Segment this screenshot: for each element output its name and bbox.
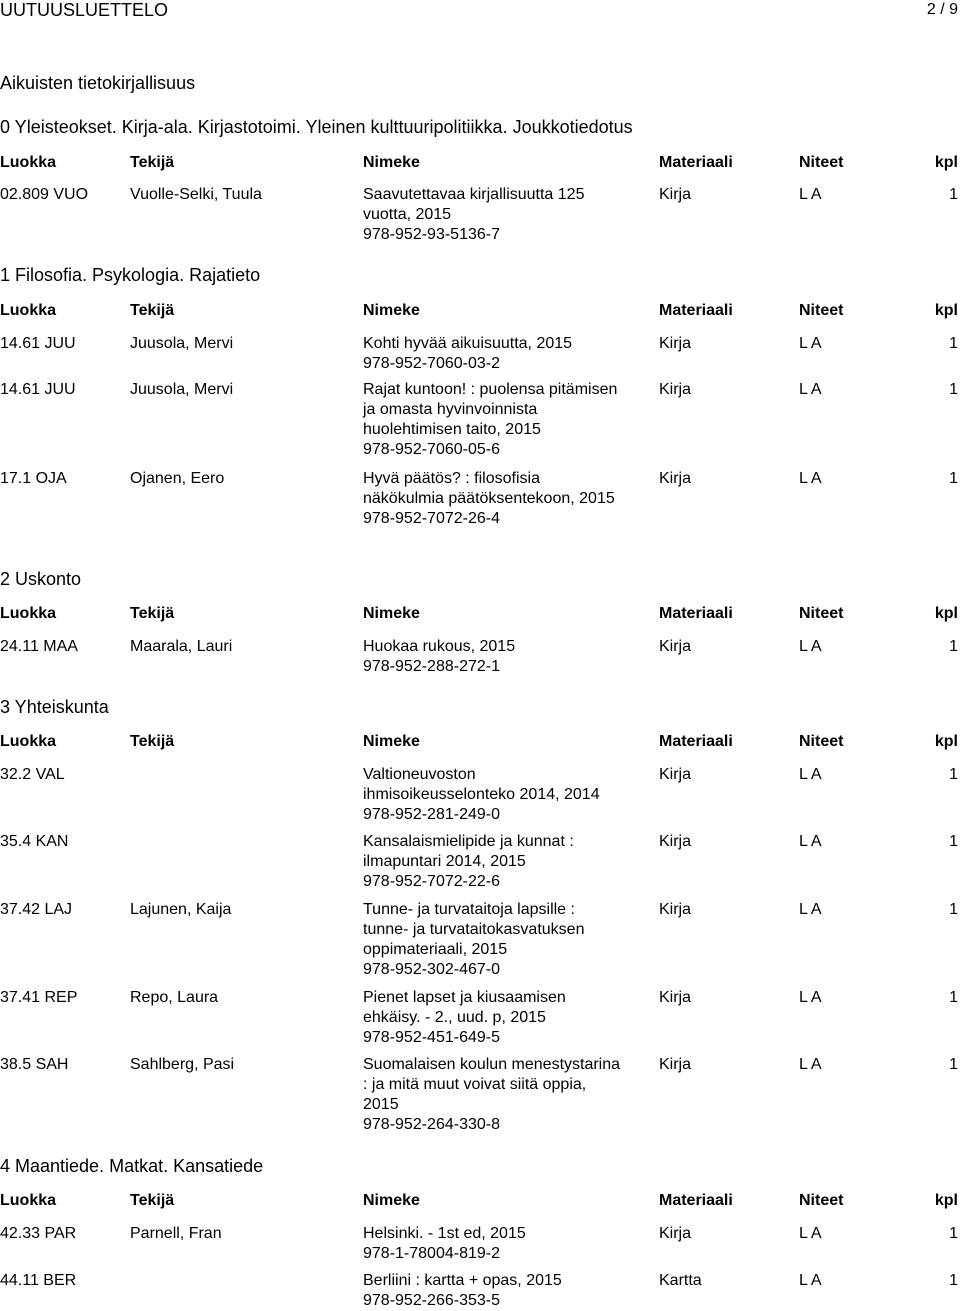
row-title-line: tunne- ja turvataitokasvatuksen	[363, 921, 585, 938]
row-title-line: Berliini : kartta + opas, 2015	[363, 1272, 562, 1289]
row-material: Kirja	[659, 470, 692, 487]
section-heading: 4 Maantiede. Matkat. Kansatiede	[0, 1156, 264, 1176]
row-count: 1	[949, 766, 958, 783]
row-class-code: 35.4 KAN	[0, 833, 69, 850]
column-header-kpl: kpl	[934, 154, 958, 171]
row-material: Kirja	[659, 638, 692, 655]
section-heading: 3 Yhteiskunta	[0, 697, 109, 717]
row-title-line: Hyvä päätös? : filosofisia	[363, 470, 540, 487]
row-title-line: Kansalaismielipide ja kunnat :	[363, 833, 574, 850]
row-title-line: Helsinki. - 1st ed, 2015	[363, 1225, 526, 1242]
row-isbn: 978-1-78004-819-2	[363, 1245, 500, 1262]
row-title-line: Suomalaisen koulun menestystarina	[363, 1056, 621, 1073]
row-author: Lajunen, Kaija	[130, 901, 232, 918]
row-author: Sahlberg, Pasi	[130, 1056, 235, 1073]
row-title-line: 2015	[363, 1096, 399, 1113]
row-isbn: 978-952-281-249-0	[363, 806, 500, 823]
row-author: Juusola, Mervi	[130, 381, 234, 398]
column-header-materiaali: Materiaali	[659, 302, 733, 319]
row-title-line: Saavutettavaa kirjallisuutta 125	[363, 186, 585, 203]
row-class-code: 32.2 VAL	[0, 766, 65, 783]
row-title-line: Tunne- ja turvataitoja lapsille :	[363, 901, 575, 918]
column-header-tekija: Tekijä	[130, 605, 175, 622]
row-count: 1	[949, 833, 958, 850]
row-copies: L A	[799, 470, 822, 487]
row-title-line: Valtioneuvoston	[363, 766, 476, 783]
row-class-code: 24.11 MAA	[0, 638, 78, 655]
row-isbn: 978-952-264-330-8	[363, 1116, 500, 1133]
row-copies: L A	[799, 833, 822, 850]
row-count: 1	[949, 335, 958, 352]
section-heading: 1 Filosofia. Psykologia. Rajatieto	[0, 265, 261, 285]
row-class-code: 42.33 PAR	[0, 1225, 77, 1242]
row-material: Kirja	[659, 186, 692, 203]
row-class-code: 17.1 OJA	[0, 470, 67, 487]
row-material: Kirja	[659, 381, 692, 398]
row-material: Kirja	[659, 766, 692, 783]
row-title-line: Pienet lapset ja kiusaamisen	[363, 989, 566, 1006]
row-author: Juusola, Mervi	[130, 335, 234, 352]
row-copies: L A	[799, 901, 822, 918]
column-header-nimeke: Nimeke	[363, 605, 420, 622]
row-material: Kirja	[659, 1225, 692, 1242]
row-copies: L A	[799, 766, 822, 783]
row-material: Kartta	[659, 1272, 702, 1289]
row-isbn: 978-952-288-272-1	[363, 658, 500, 675]
row-author: Vuolle-Selki, Tuula	[130, 186, 262, 203]
row-isbn: 978-952-302-467-0	[363, 961, 500, 978]
row-isbn: 978-952-266-353-5	[363, 1292, 500, 1309]
column-header-luokka: Luokka	[0, 154, 57, 171]
row-isbn: 978-952-7072-26-4	[363, 510, 500, 527]
column-header-niteet: Niteet	[799, 302, 844, 319]
row-title-line: oppimateriaali, 2015	[363, 941, 508, 958]
row-author: Parnell, Fran	[130, 1225, 222, 1242]
row-count: 1	[949, 638, 958, 655]
row-material: Kirja	[659, 335, 692, 352]
column-header-luokka: Luokka	[0, 302, 57, 319]
row-title-line: näkökulmia päätöksentekoon, 2015	[363, 490, 615, 507]
page-number: 2 / 9	[926, 1, 958, 18]
row-title-line: Kohti hyvää aikuisuutta, 2015	[363, 335, 573, 352]
row-count: 1	[949, 470, 958, 487]
column-header-niteet: Niteet	[799, 154, 844, 171]
row-class-code: 37.42 LAJ	[0, 901, 73, 918]
row-title-line: huolehtimisen taito, 2015	[363, 421, 541, 438]
column-header-luokka: Luokka	[0, 733, 57, 750]
column-header-materiaali: Materiaali	[659, 605, 733, 622]
row-title-line: ehkäisy. - 2., uud. p, 2015	[363, 1009, 546, 1026]
row-material: Kirja	[659, 901, 692, 918]
column-header-tekija: Tekijä	[130, 302, 175, 319]
column-header-niteet: Niteet	[799, 733, 844, 750]
row-copies: L A	[799, 638, 822, 655]
row-title-line: ilmapuntari 2014, 2015	[363, 853, 526, 870]
row-material: Kirja	[659, 989, 692, 1006]
column-header-luokka: Luokka	[0, 1192, 57, 1209]
row-copies: L A	[799, 1225, 822, 1242]
row-copies: L A	[799, 1056, 822, 1073]
column-header-tekija: Tekijä	[130, 1192, 175, 1209]
row-copies: L A	[799, 989, 822, 1006]
column-header-materiaali: Materiaali	[659, 154, 733, 171]
column-header-kpl: kpl	[934, 1192, 958, 1209]
column-header-kpl: kpl	[934, 302, 958, 319]
row-class-code: 44.11 BER	[0, 1272, 77, 1289]
row-copies: L A	[799, 186, 822, 203]
row-title-line: vuotta, 2015	[363, 206, 452, 223]
row-count: 1	[949, 186, 958, 203]
row-count: 1	[949, 1225, 958, 1242]
column-header-nimeke: Nimeke	[363, 302, 420, 319]
column-header-tekija: Tekijä	[130, 154, 175, 171]
row-copies: L A	[799, 381, 822, 398]
catalog-title: UUTUUSLUETTELO	[0, 0, 169, 20]
row-isbn: 978-952-93-5136-7	[363, 226, 500, 243]
row-isbn: 978-952-7060-05-6	[363, 441, 500, 458]
column-header-niteet: Niteet	[799, 605, 844, 622]
column-header-nimeke: Nimeke	[363, 154, 420, 171]
row-count: 1	[949, 381, 958, 398]
column-header-tekija: Tekijä	[130, 733, 175, 750]
row-title-line: : ja mitä muut voivat siitä oppia,	[363, 1076, 587, 1093]
row-class-code: 14.61 JUU	[0, 381, 76, 398]
column-header-materiaali: Materiaali	[659, 1192, 733, 1209]
column-header-nimeke: Nimeke	[363, 733, 420, 750]
row-class-code: 37.41 REP	[0, 989, 78, 1006]
row-material: Kirja	[659, 833, 692, 850]
row-class-code: 02.809 VUO	[0, 186, 89, 203]
row-title-line: Huokaa rukous, 2015	[363, 638, 516, 655]
section-heading: 2 Uskonto	[0, 569, 82, 589]
column-header-luokka: Luokka	[0, 605, 57, 622]
row-title-line: ja omasta hyvinvoinnista	[363, 401, 538, 418]
section-heading: 0 Yleisteokset. Kirja-ala. Kirjastotoimi. Yleinen kulttuuripolitiikka. Joukkotiedotus	[0, 117, 633, 137]
row-class-code: 14.61 JUU	[0, 335, 76, 352]
row-copies: L A	[799, 335, 822, 352]
row-isbn: 978-952-7072-22-6	[363, 873, 500, 890]
row-author: Repo, Laura	[130, 989, 219, 1006]
row-author: Ojanen, Eero	[130, 470, 225, 487]
main-heading: Aikuisten tietokirjallisuus	[0, 73, 196, 93]
row-copies: L A	[799, 1272, 822, 1289]
column-header-materiaali: Materiaali	[659, 733, 733, 750]
row-count: 1	[949, 1272, 958, 1289]
row-count: 1	[949, 989, 958, 1006]
column-header-kpl: kpl	[934, 605, 958, 622]
row-count: 1	[949, 1056, 958, 1073]
row-isbn: 978-952-451-649-5	[363, 1029, 500, 1046]
column-header-niteet: Niteet	[799, 1192, 844, 1209]
row-title-line: ihmisoikeusselonteko 2014, 2014	[363, 786, 600, 803]
row-author: Maarala, Lauri	[130, 638, 233, 655]
column-header-nimeke: Nimeke	[363, 1192, 420, 1209]
column-header-kpl: kpl	[934, 733, 958, 750]
row-material: Kirja	[659, 1056, 692, 1073]
row-title-line: Rajat kuntoon! : puolensa pitämisen	[363, 381, 618, 398]
row-count: 1	[949, 901, 958, 918]
row-class-code: 38.5 SAH	[0, 1056, 69, 1073]
row-isbn: 978-952-7060-03-2	[363, 355, 500, 372]
